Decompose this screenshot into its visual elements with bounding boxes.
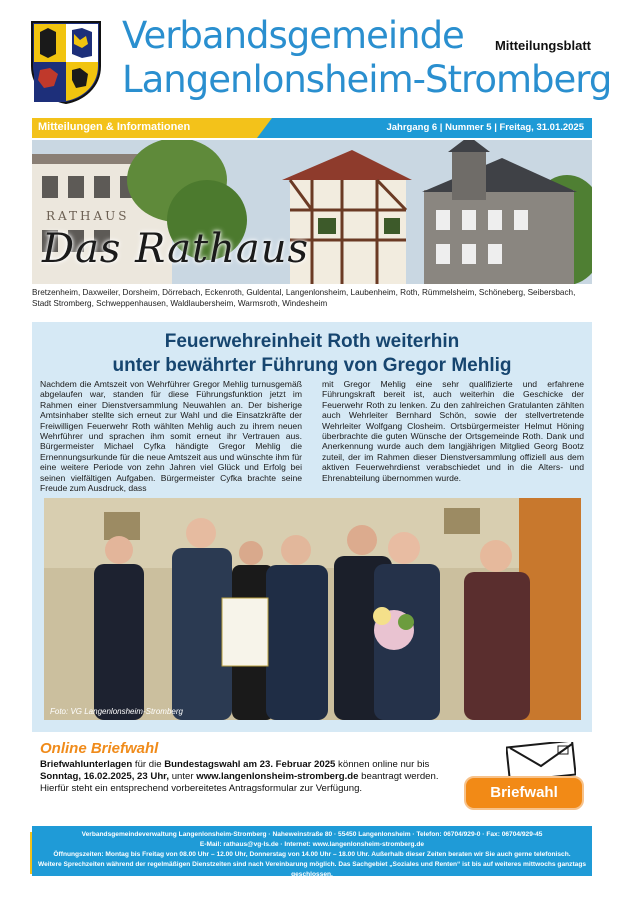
group-photo (44, 498, 581, 720)
coat-of-arms-icon (30, 20, 102, 104)
publisher-title-line2: Langenlonsheim-Stromberg (122, 58, 612, 101)
publication-type: Mitteilungsblatt (494, 38, 591, 53)
briefwahl-button[interactable]: Briefwahl (464, 776, 584, 810)
briefwahl-title: Online Briefwahl (40, 740, 159, 757)
footer-contact: Verbandsgemeindeverwaltung Langenlonsheim-Stromberg · Naheweinstraße 80 · 55450 Langenlonsheim · Telefon: 06704/929-0 · Fax: 06704/929-45 E-Mail: rathaus@vg-ls.de · Internet: www.langenlonsheim-stromberg.de Öffnungszeiten: Montag bis Freitag von 08.00 Uhr – 12.00 Uhr, Donnerstag von 14.00 Uhr – 18.00 Uhr. Außerhalb dieser Zeiten beraten wir Sie auch gerne telefonisch. Weitere Sprechzeiten während der regelmäßigen Dienstzeiten sind nach Vereinbarung möglich. Das Sachgebiet „Soziales und Renten“ ist bis auf weiteres mittwochs ganztags geschlossen. (32, 826, 592, 876)
briefwahl-text: Briefwahlunterlagen für die Bundestagswahl am 23. Februar 2025 können online nur bis Sonntag, 16.02.2025, 23 Uhr, unter www.langenlonsheim-stromberg.de beantragt werden. Hierfür steht ein entsprechend vorbereitetes Antragsformular zur Verfügung. (40, 759, 439, 794)
briefwahl-link[interactable]: www.langenlonsheim-stromberg.de (196, 770, 359, 782)
rathaus-sign: RATHAUS (46, 209, 130, 223)
photo-credit: Foto: VG Langenlonsheim-Stromberg (50, 707, 183, 716)
masthead (0, 0, 625, 118)
publisher-title-line1: Verbandsgemeinde (122, 14, 464, 57)
article (32, 322, 592, 732)
article-column-left: Nachdem die Amtszeit von Wehrführer Gregor Mehlig turnusgemäß abgelaufen war, standen für diese Führungsfunktion jetzt im Rahmen einer Dienstversammlung Neuwahlen an. Der bisherige Amtsinhaber stellte sich erneut zur Wahl und die Einsatzkräfte der Freiwilligen Feuerwehr Roth wählten Mehlig auch zu ihrem neuen Wehrführer und sprachen ihm somit erneut ihr Vertrauen aus. Bürgermeister Michael Cyfka händigte Gregor Mehlig die Ernennungsurkunde für die neue Amtszeit aus und wünschte ihm für eine weitere Periode von zehn Jahren viel Glück und Erfolg bei seinen vielfältigen Aufgaben. Bürgermeister Cyfka brachte seine Freude zum Ausdruck, dass (40, 379, 302, 494)
article-column-right: mit Gregor Mehlig eine sehr qualifizierte und erfahrene Führungskraft bereit ist, auch weiterhin die Geschicke der Feuerwehr Roth zu lenken. Zu den zahlreichen Gratulanten zählten auch Wehrleiter Bernhard Schön, sowie der stellvertretende Wehrleiter Wolfgang Closheim. Ortsbürgermeister Helmut Höning überbrachte die guten Wünsche der Ortsgemeinde Roth. Dank und Anerkennung wurde auch dem langjährigen Mitglied Georg Bootz zuteil, der im Rahmen dieser Dienstversammlung offiziell aus dem aktiven Feuerwehrdienst verabschiedet und in die Alters- und Ehrenabteilung übernommen wurde. (322, 379, 584, 483)
rathaus-title: Das Rathaus (42, 226, 310, 272)
briefwahl-box (32, 734, 592, 822)
issue-info: Jahrgang 6 | Nummer 5 | Freitag, 31.01.2025 (386, 122, 584, 133)
section-band (32, 118, 592, 138)
envelope-icon (506, 742, 576, 780)
member-villages: Bretzenheim, Daxweiler, Dorsheim, Dörrebach, Eckenroth, Guldental, Langenlonsheim, Laubenheim, Roth, Rümmelsheim, Schöneberg, Seibersbach, Stadt Stromberg, Schweppenhausen, Waldlaubersheim, Warmsroth, Windesheim (32, 288, 576, 308)
article-headline: Feuerwehreinheit Roth weiterhin unter bewährter Führung von Gregor Mehlig (112, 331, 512, 376)
section-label: Mitteilungen & Informationen (38, 121, 191, 133)
